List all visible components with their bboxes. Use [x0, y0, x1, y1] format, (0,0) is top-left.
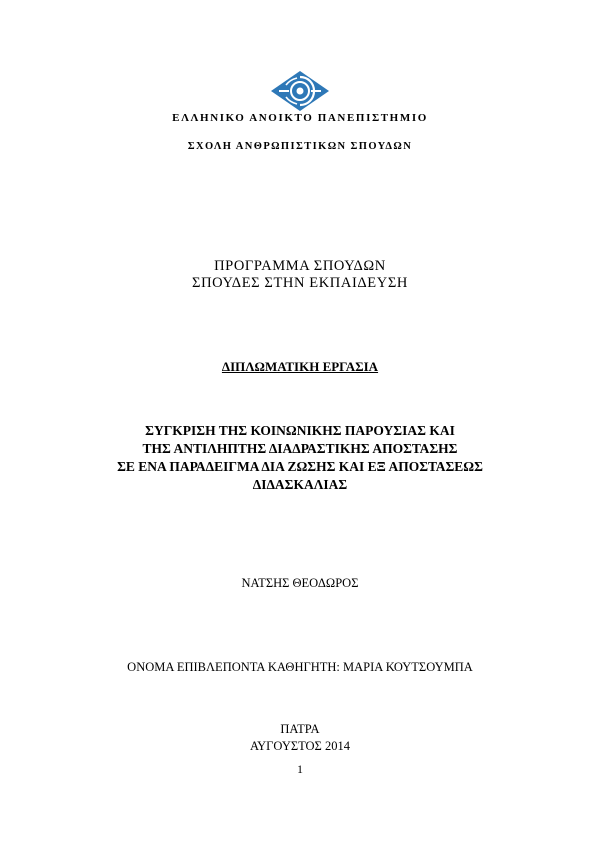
program-subtitle: ΣΠΟΥΔΕΣ ΣΤΗΝ ΕΚΠΑΙΔΕΥΣΗ: [192, 275, 408, 291]
page-number: 1: [297, 762, 303, 776]
school-name: ΣΧΟΛΗ ΑΝΘΡΩΠΙΣΤΙΚΩΝ ΣΠΟΥΔΩΝ: [187, 141, 413, 152]
thesis-title-line-4: ΔΙΔΑΣΚΑΛΙΑΣ: [252, 477, 348, 492]
thesis-title-line-2: ΤΗΣ ΑΝΤΙΛΗΠΤΗΣ ΔΙΑΔΡΑΣΤΙΚΗΣ ΑΠΟΣΤΑΣΗΣ: [142, 441, 458, 456]
thesis-label: ΔΙΠΛΩΜΑΤΙΚΗ ΕΡΓΑΣΙΑ: [221, 359, 379, 374]
university-name: ΕΛΛΗΝΙΚΟ ΑΝΟΙΚΤΟ ΠΑΝΕΠΙΣΤΗΜΙΟ: [172, 112, 428, 124]
program-title: ΠΡΟΓΡΑΜΜΑ ΣΠΟΥΔΩΝ: [214, 258, 386, 274]
date: ΑΥΓΟΥΣΤΟΣ 2014: [250, 739, 350, 753]
thesis-title-line-3: ΣΕ ΕΝΑ ΠΑΡΑΔΕΙΓΜΑ ΔΙΑ ΖΩΣΗΣ ΚΑΙ ΕΞ ΑΠΟΣΤΑΣΕΩΣ: [117, 459, 483, 474]
supervisor: ΟΝΟΜΑ ΕΠΙΒΛΕΠΟΝΤΑ ΚΑΘΗΓΗΤΗ: ΜΑΡΙΑ ΚΟΥΤΣΟΥΜΠΑ: [127, 660, 473, 674]
place: ΠΑΤΡΑ: [280, 722, 320, 736]
author-name: ΝΑΤΣΗΣ ΘΕΟΔΩΡΟΣ: [241, 576, 359, 590]
university-emblem-icon: [270, 70, 330, 112]
thesis-title-line-1: ΣΥΓΚΡΙΣΗ ΤΗΣ ΚΟΙΝΩΝΙΚΗΣ ΠΑΡΟΥΣΙΑΣ ΚΑΙ: [145, 423, 455, 438]
